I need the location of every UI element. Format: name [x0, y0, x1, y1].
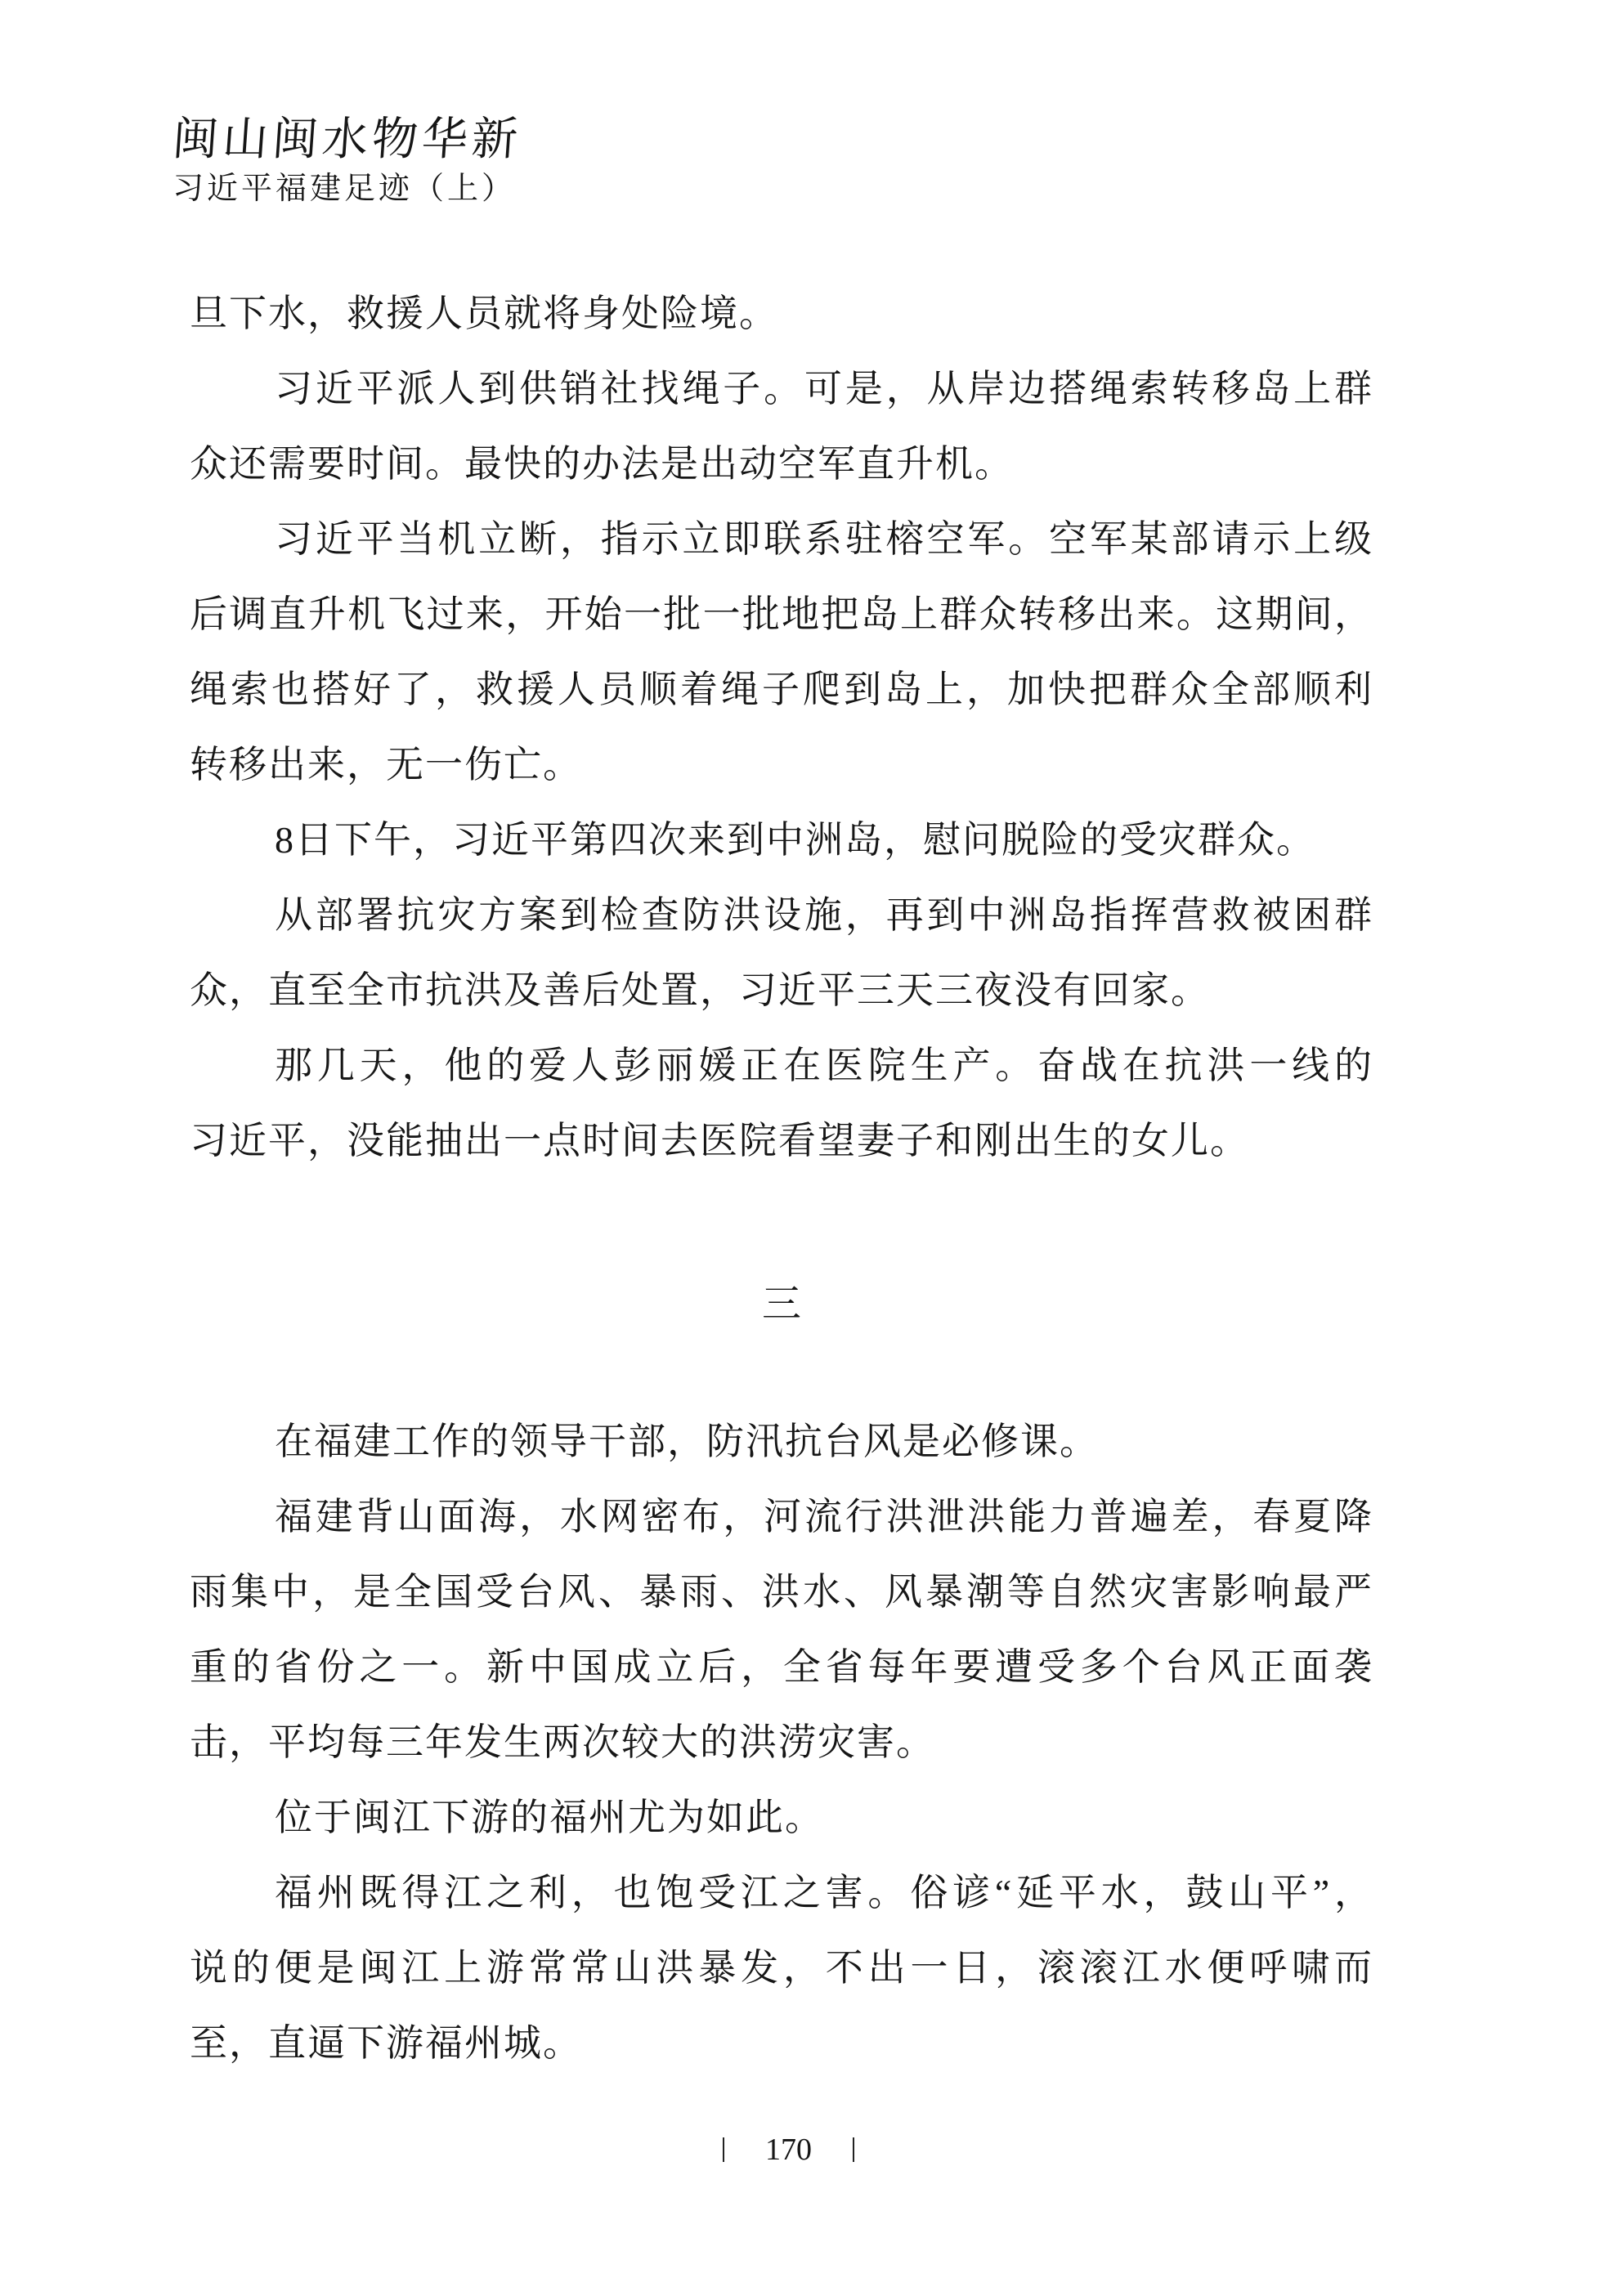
page-number: 170 [765, 2133, 812, 2167]
paragraph [190, 878, 1373, 1028]
text-line: 那几天，他的爱人彭丽媛正在医院生产。奋战在抗洪一线的 [275, 1045, 1373, 1086]
paragraph [190, 502, 1373, 803]
text-line: 至，直逼下游福州城。 [190, 2022, 582, 2064]
paragraph [190, 351, 1373, 502]
text-line: 位于闽江下游的福州尤为如此。 [275, 1797, 824, 1838]
paragraph-continued [190, 276, 1373, 351]
text-line: 从部署抗灾方案到检查防洪设施，再到中洲岛指挥营救被困群 [275, 894, 1373, 936]
text-line: 习近平派人到供销社找绳子。可是，从岸边搭绳索转移岛上群 [275, 368, 1373, 410]
body-text [190, 276, 1373, 1179]
text-line: 众还需要时间。最快的办法是出动空军直升机。 [190, 443, 1014, 485]
text-line: 绳索也搭好了，救援人员顺着绳子爬到岛上，加快把群众全部顺利 [190, 669, 1373, 710]
text-line: 重的省份之一。新中国成立后，全省每年要遭受多个台风正面袭 [190, 1646, 1373, 1688]
text-line: 习近平，没能抽出一点时间去医院看望妻子和刚出生的女儿。 [190, 1120, 1249, 1161]
text-line: 雨集中，是全国受台风、暴雨、洪水、风暴潮等自然灾害影响最严 [190, 1571, 1373, 1613]
section-body-text [190, 1404, 1373, 2081]
page-number-footer [723, 2132, 854, 2168]
paragraph [190, 1404, 1373, 1479]
text-line: 转移出来，无一伤亡。 [190, 744, 582, 785]
folio-bar-right [853, 2137, 854, 2162]
book-title: 闽山闽水物华新 [170, 114, 524, 165]
text-line: 旦下水，救援人员就将身处险境。 [190, 293, 778, 334]
text-line: 8日下午，习近平第四次来到中洲岛，慰问脱险的受灾群众。 [275, 819, 1315, 861]
text-line: 后调直升机飞过来，开始一批一批地把岛上群众转移出来。这期间， [190, 593, 1373, 635]
paragraph [190, 1855, 1373, 2081]
text-line: 习近平当机立断，指示立即联系驻榕空军。空军某部请示上级 [275, 518, 1373, 560]
text-line: 在福建工作的领导干部，防汛抗台风是必修课。 [275, 1421, 1099, 1462]
paragraph [190, 1028, 1373, 1179]
text-line: 众，直至全市抗洪及善后处置，习近平三天三夜没有回家。 [190, 969, 1210, 1011]
paragraph [190, 803, 1373, 878]
book-subtitle: 习近平福建足迹（上） [173, 172, 517, 206]
running-head [170, 111, 557, 209]
text-line: 击，平均每三年发生两次较大的洪涝灾害。 [190, 1721, 935, 1763]
folio-bar-left [723, 2137, 724, 2162]
text-line: 福建背山面海，水网密布，河流行洪泄洪能力普遍差，春夏降 [275, 1496, 1373, 1537]
paragraph [190, 1479, 1373, 1780]
text-line: 福州既得江之利，也饱受江之害。俗谚“延平水，鼓山平”， [275, 1872, 1373, 1913]
text-line: 说的便是闽江上游常常山洪暴发，不出一日，滚滚江水便呼啸而 [190, 1947, 1373, 1989]
section-heading: 三 [761, 1282, 801, 1326]
paragraph [190, 1780, 1373, 1855]
